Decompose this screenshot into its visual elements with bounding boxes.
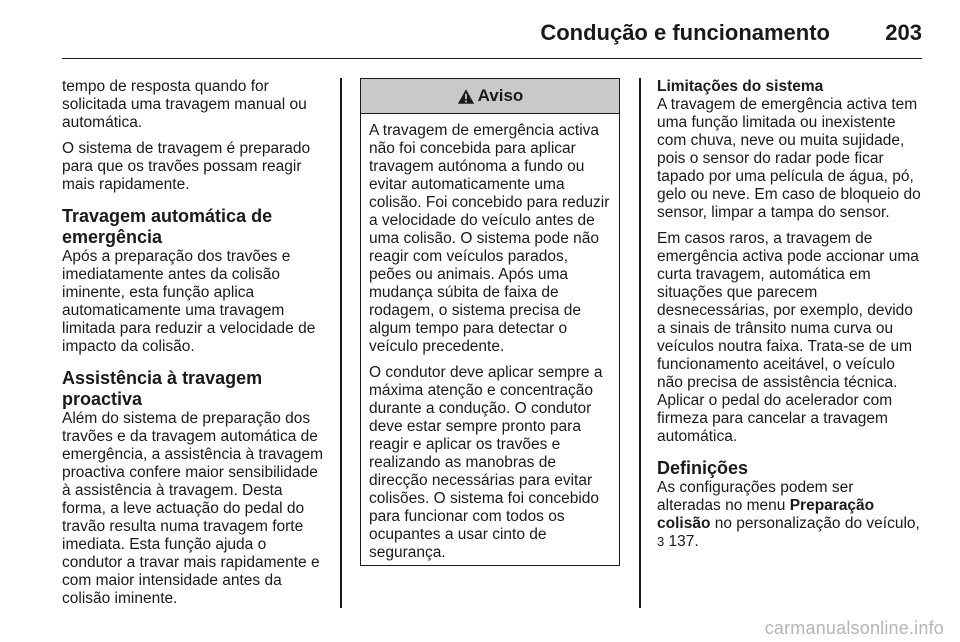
chapter-title: Condução e funcionamento	[540, 20, 830, 45]
section-heading: Definições	[657, 458, 749, 478]
subsection-heading: Limitações do sistema	[657, 78, 824, 95]
menu-name: Preparação colisão	[657, 497, 875, 532]
column-divider	[639, 78, 641, 608]
page-header	[62, 14, 922, 59]
paragraph-text: As configurações podem ser alteradas no menu	[657, 479, 854, 514]
paragraph: A travagem de emergência activa não foi concebida para aplicar travagem autónoma a fundo ou evitar automaticamente uma colisão. Foi concebido para reduzir a velocidade do veículo antes de uma colisão. O sistema pode não reagir com veículos parados, peões ou animais. Após uma mudança súbita de faixa de rodagem, o sistema precisa de algum tempo para detectar o veículo precedente.	[369, 122, 610, 355]
column-divider	[340, 78, 342, 608]
paragraph: O condutor deve aplicar sempre a máxima atenção e concentração durante a condução. O condutor deve estar sempre pronto para reagir e aplicar os travões e realizando as manobras de direcção necessárias para evitar colisões. O sistema foi concebido para funcionar com todos os ocupantes a usar cinto de segurança.	[369, 364, 603, 561]
page-reference: 137.	[664, 533, 699, 550]
warning-title: Aviso	[477, 86, 524, 105]
paragraph: Além do sistema de preparação dos travões e da travagem automática de emergência, a assistência à travagem proactiva confere maior sensibilidade à assistência à travagem. Desta forma, a leve actuação do pedal do travão resulta numa travagem forte imediata. Esta função ajuda o condutor a travar mais rapidamente e com maior intensidade antes da colisão iminente.	[62, 410, 324, 607]
paragraph: Em casos raros, a travagem de emergência activa pode accionar uma curta travagem, automática em situações que parecem desnecessárias, por exemplo, devido a sinais de trânsito numa curva ou veículos noutra faixa. Trata-se de um funcionamento aceitável, o veículo não precisa de assistência técnica. Aplicar o pedal do acelerador com firmeza para cancelar a travagem automática.	[657, 230, 919, 445]
warning-box	[360, 78, 620, 566]
page-number: 203	[885, 20, 922, 45]
right-column	[657, 78, 921, 559]
paragraph: tempo de resposta quando for solicitada uma travagem manual ou automática.	[62, 78, 307, 131]
paragraph-text: no personalização do veículo,	[710, 515, 920, 532]
section-heading: Travagem automática de emergência	[62, 206, 273, 247]
paragraph: Após a preparação dos travões e imediatamente antes da colisão iminente, esta função aplica automaticamente uma travagem limitada para reduzir a velocidade de impacto da colisão.	[62, 248, 316, 355]
watermark: carmanualsonline.info	[764, 618, 944, 638]
left-column	[62, 78, 330, 616]
section-heading: Assistência à travagem proactiva	[62, 368, 263, 409]
warning-body	[361, 114, 619, 562]
paragraph: A travagem de emergência activa tem uma função limitada ou inexistente com chuva, neve ou muita sujidade, pois o sensor do radar pode ficar tapado por uma película de água, pó, gelo ou neve. Em caso de bloqueio do sensor, limpar a tampa do sensor.	[657, 96, 921, 221]
paragraph	[657, 479, 921, 551]
warning-header	[361, 79, 619, 114]
paragraph: O sistema de travagem é preparado para que os travões possam reagir mais rapidamente.	[62, 140, 311, 193]
page-reference-icon: 3	[657, 534, 665, 549]
warning-triangle-icon	[457, 88, 475, 105]
